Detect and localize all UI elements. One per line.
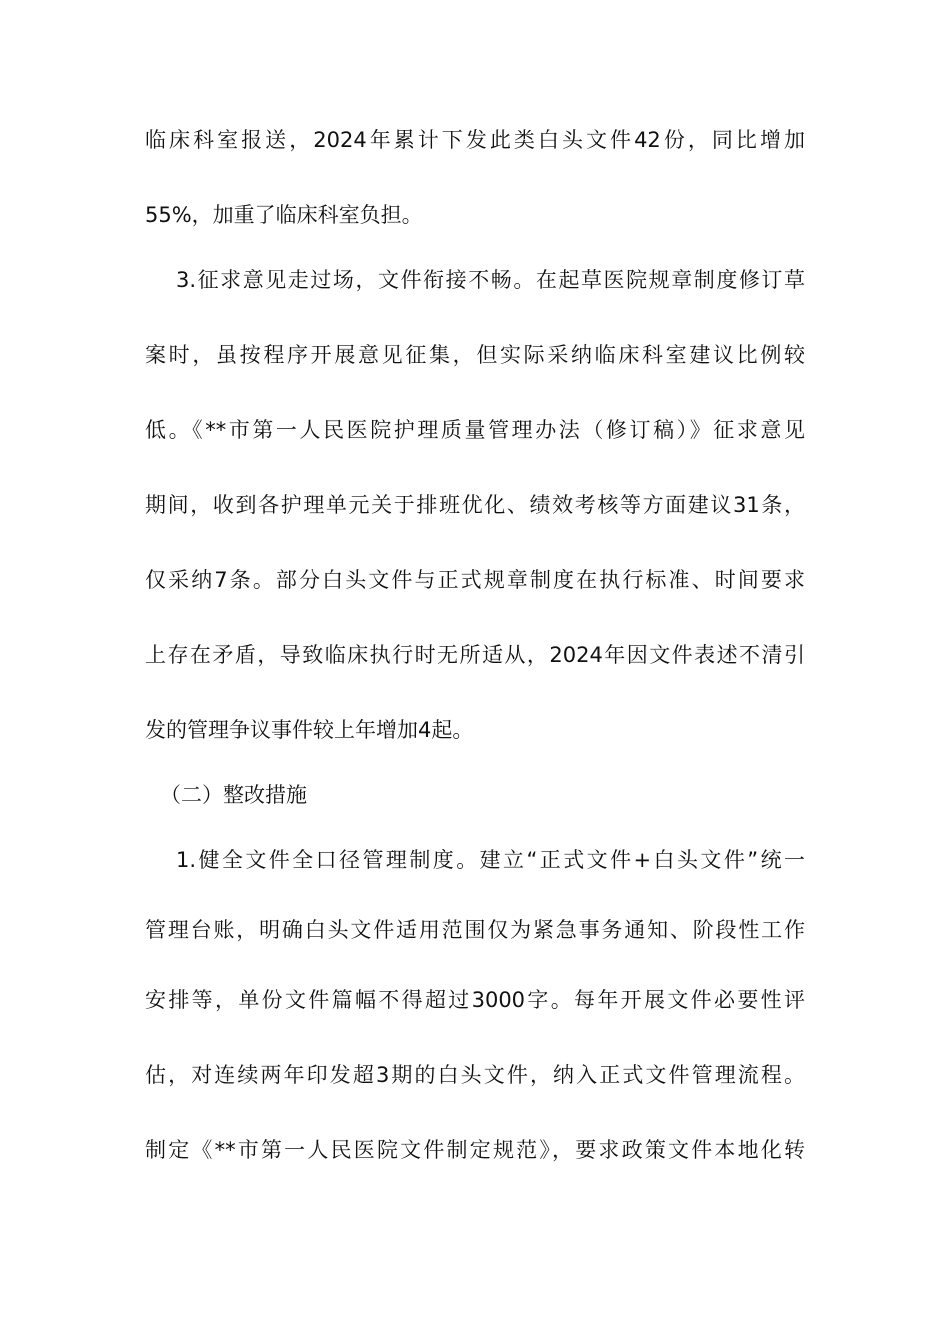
paragraph-line: 管理台账，明确白头文件适用范围仅为紧急事务通知、阶段性工作 (145, 918, 805, 942)
paragraph-line: 估，对连续两年印发超3期的白头文件，纳入正式文件管理流程。 (145, 1063, 805, 1087)
section-heading: （二）整改措施 (160, 783, 307, 807)
paragraph-line: 仅采纳7条。部分白头文件与正式规章制度在执行标准、时间要求 (145, 568, 805, 592)
paragraph-line: 制定《**市第一人民医院文件制定规范》，要求政策文件本地化转 (145, 1138, 805, 1162)
paragraph-line: 1.健全文件全口径管理制度。建立“正式文件+白头文件”统一 (176, 848, 805, 872)
paragraph-line: 期间，收到各护理单元关于排班优化、绩效考核等方面建议31条， (145, 493, 805, 517)
paragraph-line: 临床科室报送，2024年累计下发此类白头文件42份，同比增加 (145, 128, 805, 152)
paragraph-line: 低。《**市第一人民医院护理质量管理办法（修订稿）》征求意见 (145, 418, 805, 442)
paragraph-line: 55%，加重了临床科室负担。 (145, 203, 423, 227)
paragraph-line: 案时，虽按程序开展意见征集，但实际采纳临床科室建议比例较 (145, 343, 805, 367)
paragraph-line: 3.征求意见走过场，文件衔接不畅。在起草医院规章制度修订草 (176, 268, 805, 292)
paragraph-line: 发的管理争议事件较上年增加4起。 (145, 718, 474, 742)
paragraph-line: 安排等，单份文件篇幅不得超过3000字。每年开展文件必要性评 (145, 988, 805, 1012)
paragraph-line: 上存在矛盾，导致临床执行时无所适从，2024年因文件表述不清引 (145, 643, 805, 667)
